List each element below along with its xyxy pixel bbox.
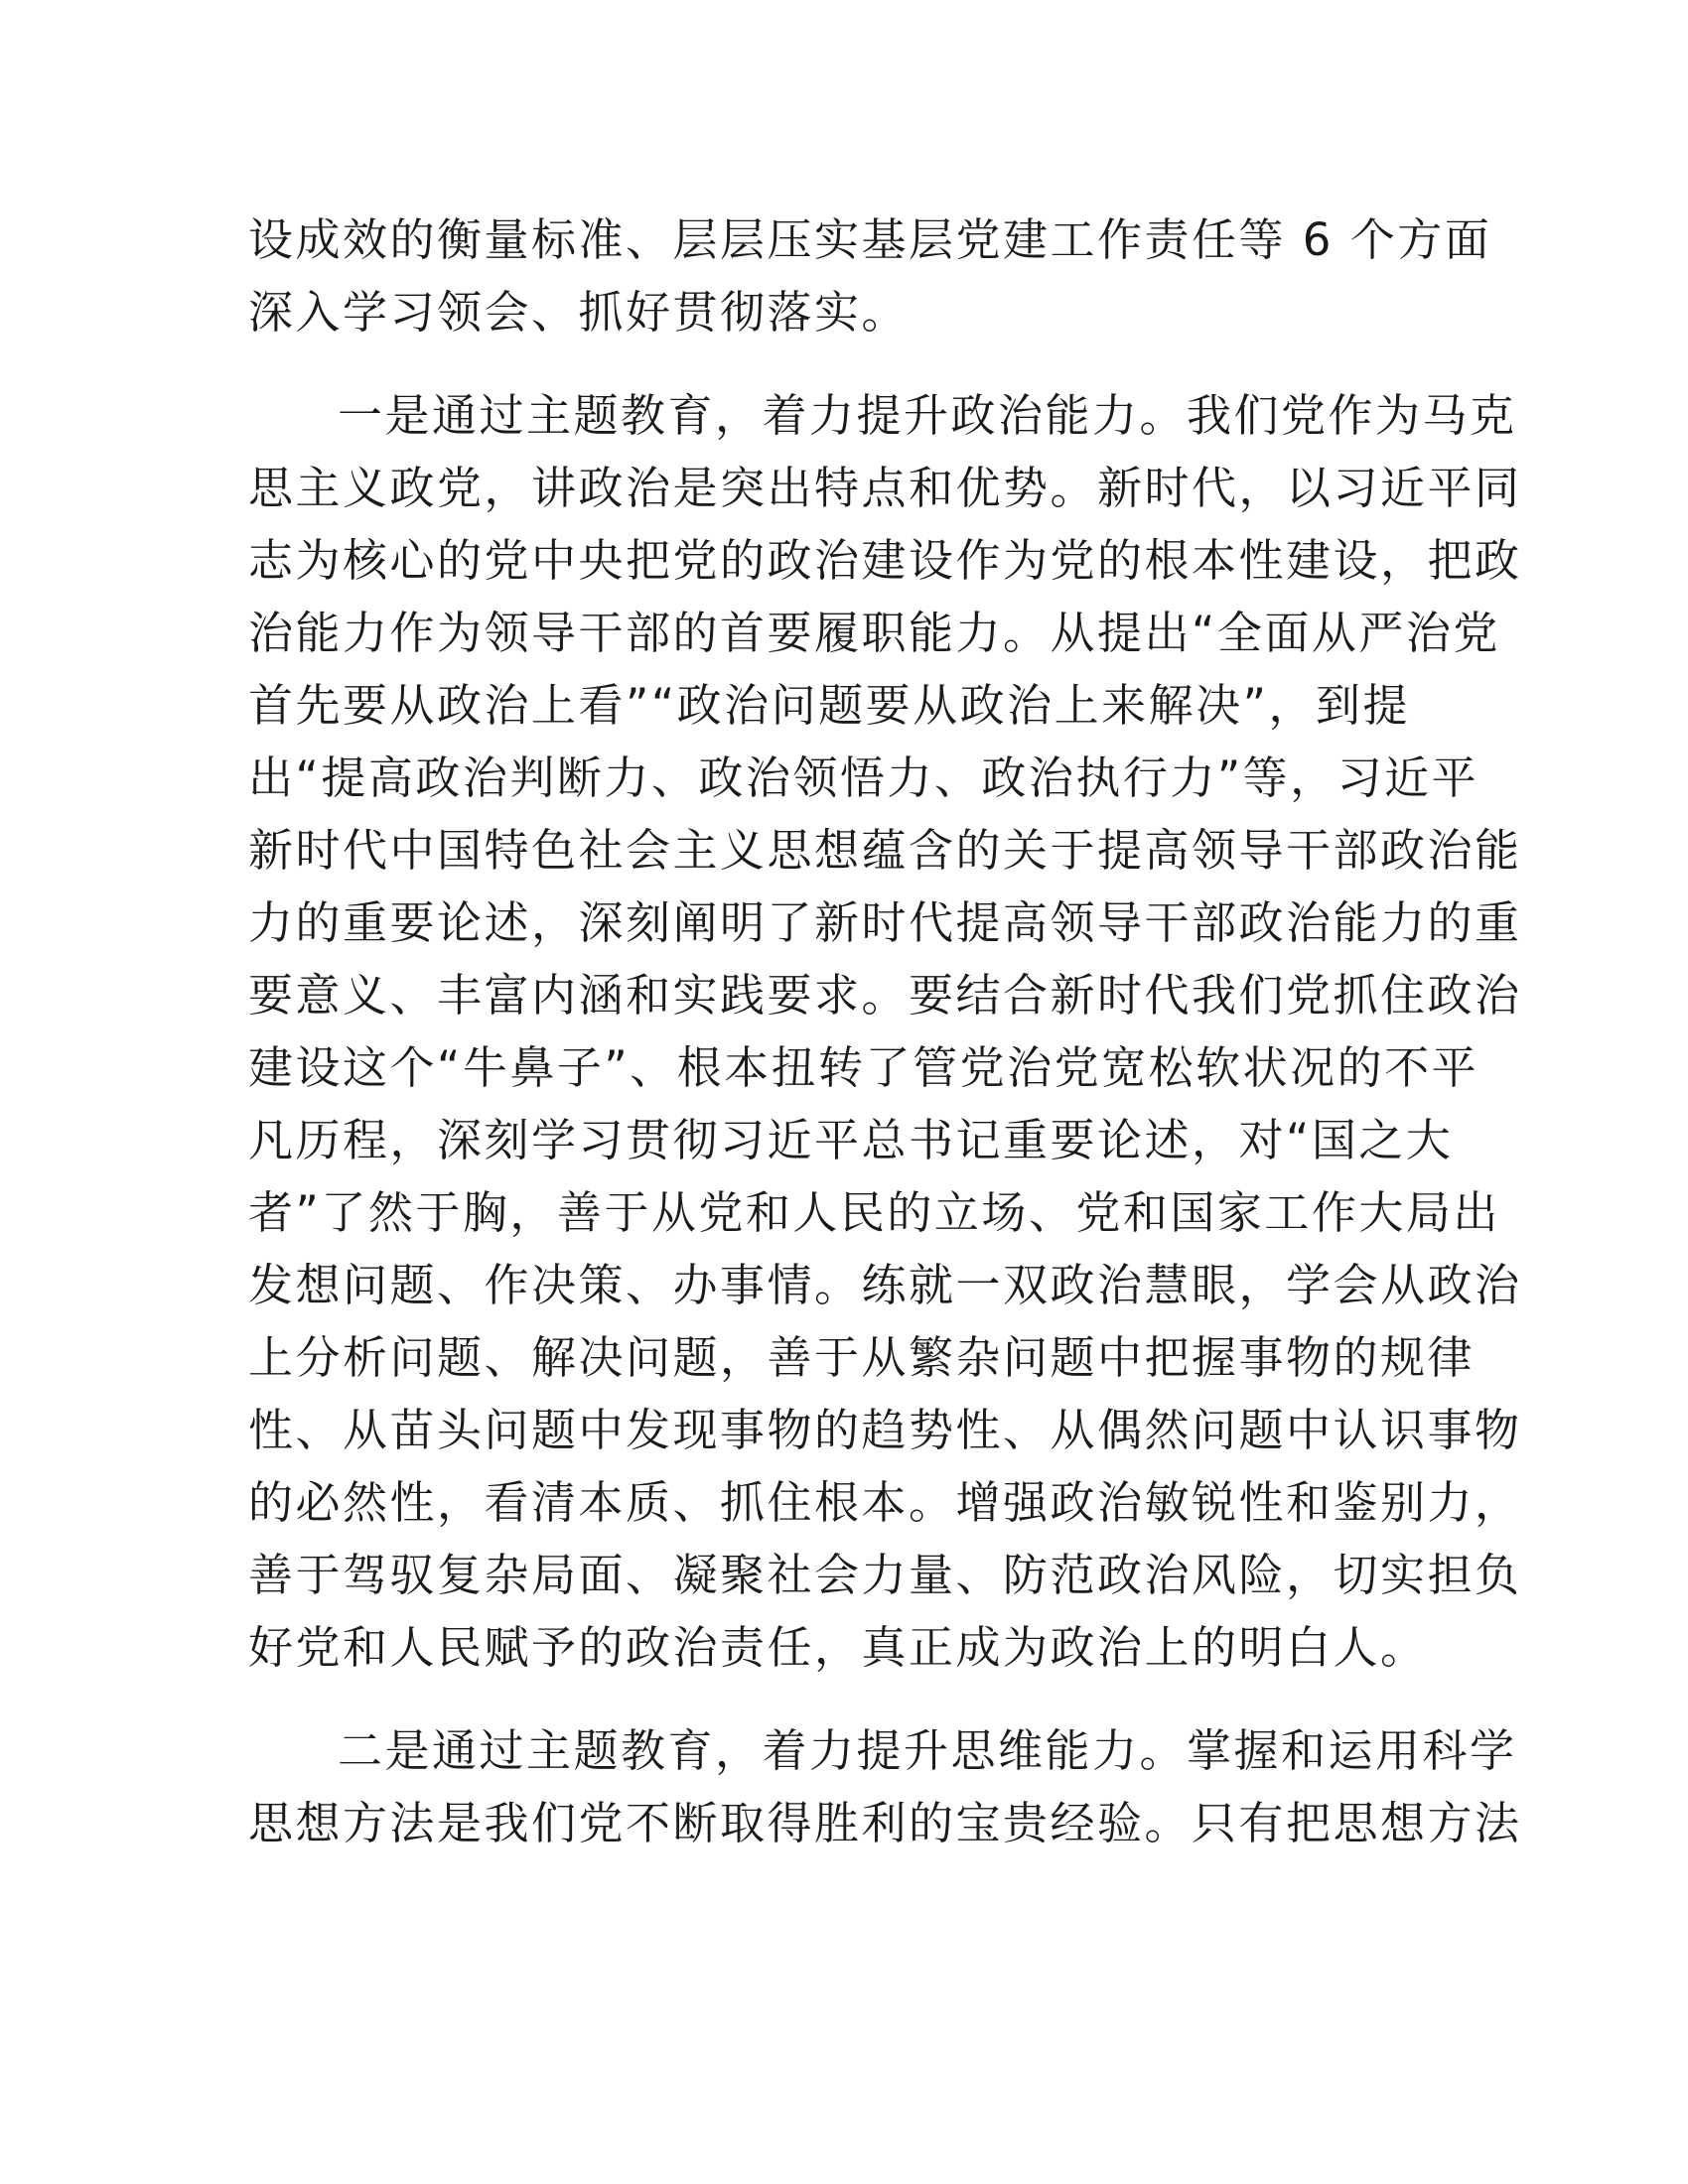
paragraph-gap	[248, 348, 1440, 379]
text-line: 治能力作为领导干部的首要履职能力。从提出“全面从严治党	[248, 607, 1500, 659]
text-line: 二是通过主题教育，着力提升思维能力。掌握和运用科学	[338, 1724, 1517, 1777]
text-line: 首先要从政治上看”“政治问题要从政治上来解决”，到提	[248, 679, 1410, 732]
paragraph-gap	[248, 1684, 1440, 1714]
text-line: 要意义、丰富内涵和实践要求。要结合新时代我们党抓住政治	[248, 969, 1522, 1022]
text-line: 力的重要论述，深刻阐明了新时代提高领导干部政治能力的重	[248, 896, 1522, 949]
text-line: 好党和人民赋予的政治责任，真正成为政治上的明白人。	[248, 1621, 1428, 1674]
text-line: 者”了然于胸，善于从党和人民的立场、党和国家工作大局出	[248, 1186, 1500, 1239]
text-line: 上分析问题、解决问题，善于从繁杂问题中把握事物的规律	[248, 1331, 1476, 1384]
text-line: 性、从苗头问题中发现事物的趋势性、从偶然问题中认识事物	[248, 1404, 1522, 1456]
text-line: 出“提高政治判断力、政治领悟力、政治执行力”等，习近平	[248, 751, 1479, 804]
text-line: 深入学习领会、抓好贯彻落实。	[248, 286, 910, 339]
text-line: 发想问题、作决策、办事情。练就一双政治慧眼，学会从政治	[248, 1259, 1522, 1311]
body-text	[248, 204, 1522, 1859]
text-line: 的必然性，看清本质、抓住根本。增强政治敏锐性和鉴别力，	[248, 1476, 1522, 1529]
text-line: 一是通过主题教育，着力提升政治能力。我们党作为马克	[338, 389, 1517, 442]
paragraph-thinking-ability	[248, 1714, 1522, 1859]
text-line: 凡历程，深刻学习贯彻习近平总书记重要论述，对“国之大	[248, 1114, 1454, 1166]
text-line: 思想方法是我们党不断取得胜利的宝贵经验。只有把思想方法	[248, 1797, 1522, 1849]
text-line: 志为核心的党中央把党的政治建设作为党的根本性建设，把政	[248, 534, 1522, 587]
text-line: 思主义政党，讲政治是突出特点和优势。新时代，以习近平同	[248, 462, 1522, 514]
text-line: 善于驾驭复杂局面、凝聚社会力量、防范政治风险，切实担负	[248, 1549, 1522, 1601]
paragraph-political-ability	[248, 379, 1522, 1684]
text-line: 设成效的衡量标准、层层压实基层党建工作责任等 6 个方面	[248, 213, 1492, 266]
text-line: 建设这个“牛鼻子”、根本扭转了管党治党宽松软状况的不平	[248, 1041, 1479, 1094]
text-line: 新时代中国特色社会主义思想蕴含的关于提高领导干部政治能	[248, 824, 1522, 877]
paragraph-intro-continuation	[248, 204, 1492, 348]
